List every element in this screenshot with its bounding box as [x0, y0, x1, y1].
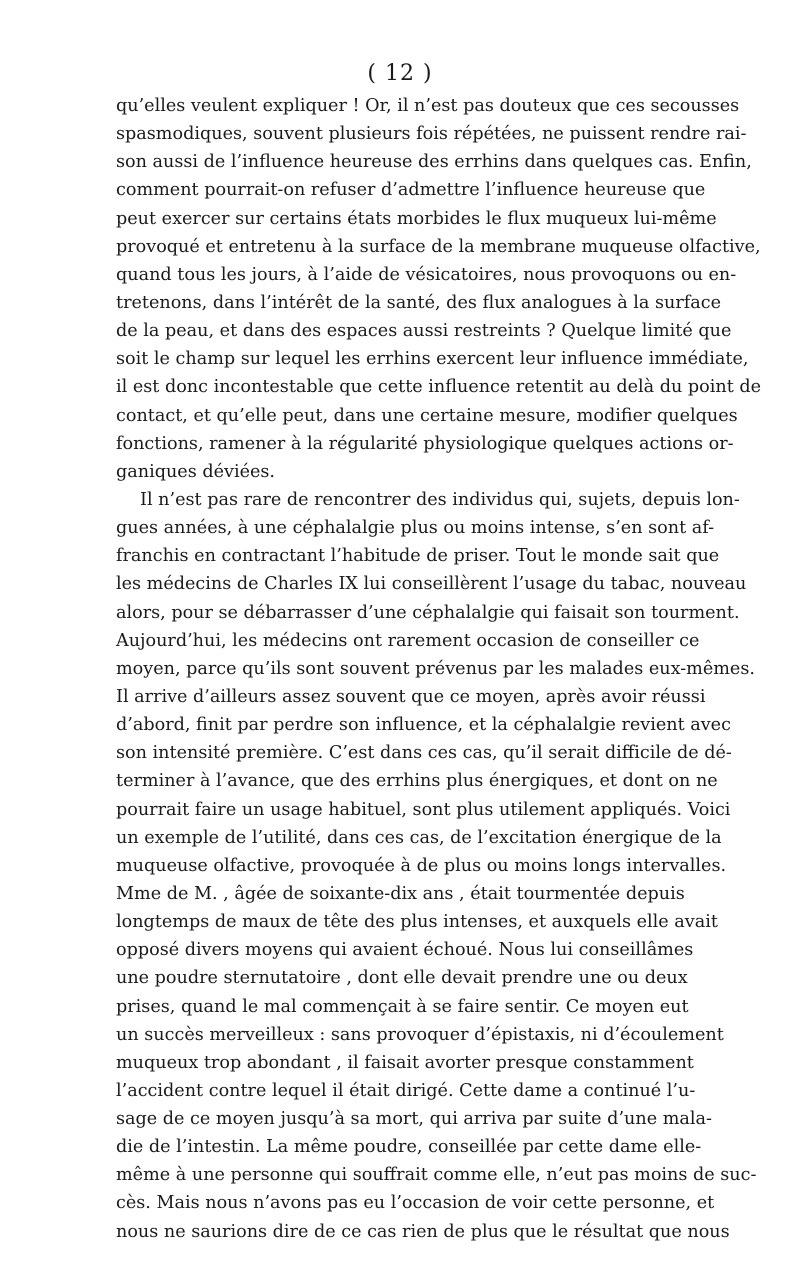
text-line: terminer à l’avance, que des errhins plus énergiques, et dont on ne: [116, 771, 718, 792]
text-line: l’accident contre lequel il était dirigé. Cette dame a continué l’u-: [116, 1080, 696, 1101]
text-line: Il n’est pas rare de rencontrer des individus qui, sujets, depuis lon-: [140, 489, 740, 510]
text-line: gues années, à une céphalalgie plus ou moins intense, s’en sont af-: [116, 518, 715, 539]
text-line: fonctions, ramener à la régularité physiologique quelques actions or-: [116, 433, 734, 454]
text-line: Il arrive d’ailleurs assez souvent que ce moyen, après avoir réussi: [116, 686, 706, 707]
text-line: prises, quand le mal commençait à se faire sentir. Ce moyen eut: [116, 996, 689, 1017]
text-line: alors, pour se débarrasser d’une céphalalgie qui faisait son tourment.: [116, 602, 740, 623]
text-line: provoqué et entretenu à la surface de la membrane muqueuse olfactive,: [116, 236, 761, 257]
text-line: muqueuse olfactive, provoquée à de plus ou moins longs intervalles.: [116, 855, 727, 876]
text-line: il est donc incontestable que cette influence retentit au delà du point de: [116, 377, 762, 398]
text-line: Aujourd’hui, les médecins ont rarement occasion de conseiller ce: [116, 630, 700, 651]
text-line: longtemps de maux de tête des plus intenses, et auxquels elle avait: [116, 912, 718, 933]
text-line: un succès merveilleux : sans provoquer d’épistaxis, ni d’écoulement: [116, 1024, 724, 1045]
text-line: Mme de M. , âgée de soixante-dix ans , était tourmentée depuis: [116, 883, 685, 904]
text-line: opposé divers moyens qui avaient échoué. Nous lui conseillâmes: [116, 940, 694, 961]
text-line: soit le champ sur lequel les errhins exercent leur influence immédiate,: [116, 349, 749, 370]
text-line: une poudre sternutatoire , dont elle devait prendre une ou deux: [116, 968, 688, 989]
text-line: tretenons, dans l’intérêt de la santé, des flux analogues à la surface: [116, 292, 722, 313]
page-number: ( 12 ): [367, 61, 433, 86]
text-line: nous ne saurions dire de ce cas rien de plus que le résultat que nous: [116, 1221, 730, 1242]
text-line: ganiques déviées.: [116, 461, 276, 482]
text-line: les médecins de Charles IX lui conseillèrent l’usage du tabac, nouveau: [116, 574, 747, 595]
text-line: spasmodiques, souvent plusieurs fois répétées, ne puissent rendre rai-: [116, 124, 747, 145]
text-line: peut exercer sur certains états morbides le flux muqueux lui-même: [116, 208, 717, 229]
text-line: muqueux trop abondant , il faisait avorter presque constamment: [116, 1052, 694, 1073]
text-line: comment pourrait-on refuser d’admettre l’influence heureuse que: [116, 180, 706, 201]
text-line: son intensité première. C’est dans ces cas, qu’il serait difficile de dé-: [116, 743, 732, 764]
text-line: moyen, parce qu’ils sont souvent prévenus par les malades eux-mêmes.: [116, 658, 755, 679]
text-line: cès. Mais nous n’avons pas eu l’occasion de voir cette personne, et: [116, 1193, 715, 1214]
text-line: de la peau, et dans des espaces aussi restreints ? Quelque limité que: [116, 321, 732, 342]
text-line: un exemple de l’utilité, dans ces cas, de l’excitation énergique de la: [116, 827, 722, 848]
text-line: franchis en contractant l’habitude de priser. Tout le monde sait que: [116, 546, 720, 567]
body-text: [116, 92, 762, 1246]
text-line: même à une personne qui souffrait comme elle, n’eut pas moins de suc-: [116, 1165, 757, 1186]
text-line: die de l’intestin. La même poudre, conseillée par cette dame elle-: [116, 1137, 702, 1158]
text-line: son aussi de l’influence heureuse des errhins dans quelques cas. Enfin,: [116, 152, 752, 173]
text-line: d’abord, finit par perdre son influence, et la céphalalgie revient avec: [116, 715, 731, 736]
text-line: contact, et qu’elle peut, dans une certaine mesure, modifier quelques: [116, 405, 738, 426]
text-line: qu’elles veulent expliquer ! Or, il n’est pas douteux que ces secousses: [116, 96, 740, 116]
text-line: sage de ce moyen jusqu’à sa mort, qui arriva par suite d’une mala-: [116, 1109, 712, 1130]
text-line: quand tous les jours, à l’aide de vésicatoires, nous provoquons ou en-: [116, 264, 737, 285]
text-line: pourrait faire un usage habituel, sont plus utilement appliqués. Voici: [116, 799, 731, 820]
